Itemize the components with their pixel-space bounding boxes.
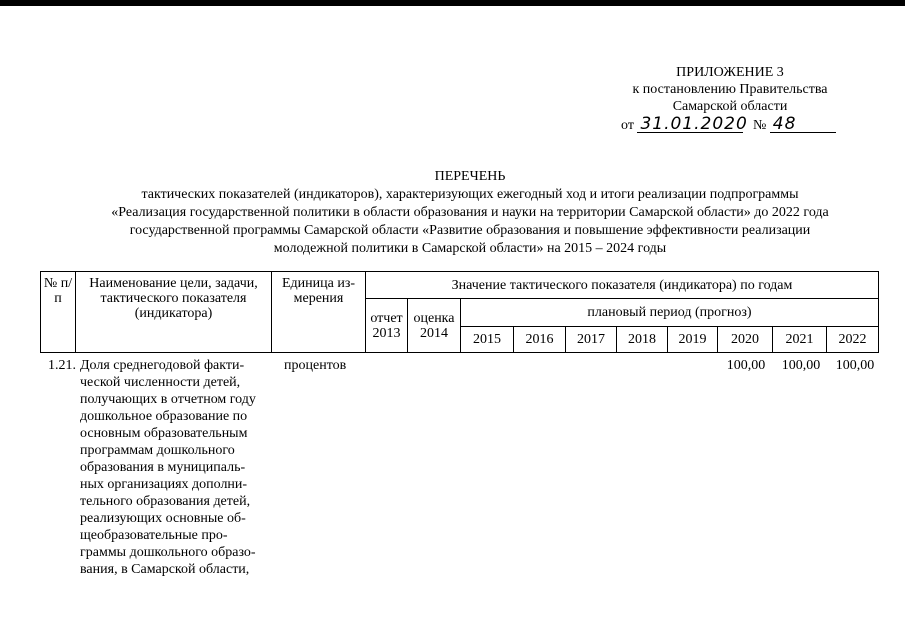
- row-name-line: щеобразовательные про-: [80, 528, 228, 543]
- row-name-line: реализующих основные об-: [80, 511, 246, 526]
- heading-line-3: государственной программы Самарской области «Развитие образования и повышение эффективности реализации: [129, 223, 811, 238]
- header-values: Значение тактического показателя (индикатора) по годам: [366, 272, 879, 299]
- header-unit: Единица из-мерения: [272, 272, 366, 353]
- top-border: [0, 0, 905, 6]
- decree-number: 48: [770, 116, 836, 133]
- row-name-line: граммы дошкольного образо-: [80, 545, 256, 560]
- heading-line-4: молодежной политики в Самарской области» на 2015 – 2024 годы: [273, 241, 667, 256]
- row-name-line: основным образовательным: [80, 426, 248, 441]
- row-unit: процентов: [284, 358, 347, 373]
- heading-line-2: «Реализация государственной политики в области образования и науки на территории Самарской области» до 2022 года: [111, 205, 829, 220]
- row-name-line: программам дошкольного: [80, 443, 235, 458]
- row-value-2020: 100,00: [726, 358, 766, 373]
- header-year: 2020: [718, 327, 773, 353]
- row-name-line: получающих в отчетном году: [80, 392, 256, 407]
- document-heading: [40, 168, 900, 258]
- appendix-title: ПРИЛОЖЕНИЕ 3: [676, 65, 784, 80]
- row-name-line: Доля среднегодовой факти-: [80, 358, 245, 373]
- row-name-line: ных организациях дополни-: [80, 477, 248, 492]
- header-report-2013: отчет 2013: [366, 299, 408, 353]
- row-name-line: ческой численности детей,: [80, 375, 241, 390]
- header-estimate-2014: оценка 2014: [408, 299, 461, 353]
- row-name-line: образования в муниципаль-: [80, 460, 246, 475]
- row-name: [80, 357, 276, 578]
- header-num: № п/п: [41, 272, 76, 353]
- header-year: 2019: [668, 327, 718, 353]
- header-year: 2018: [617, 327, 668, 353]
- decree-date-line: [621, 116, 836, 134]
- header-year: 2021: [773, 327, 827, 353]
- header-year: 2022: [827, 327, 879, 353]
- row-name-line: дошкольное образование по: [80, 409, 248, 424]
- header-year: 2017: [566, 327, 617, 353]
- header-plan-period: плановый период (прогноз): [461, 299, 879, 327]
- row-name-line: тельного образования детей,: [80, 494, 251, 509]
- header-year: 2015: [461, 327, 514, 353]
- row-number: 1.21.: [48, 358, 76, 373]
- header-name: Наименование цели, задачи, тактического показателя (индикатора): [76, 272, 272, 353]
- appendix-block: [600, 64, 860, 115]
- appendix-line-2: к постановлению Правительства: [632, 82, 828, 97]
- appendix-line-3: Самарской области: [672, 99, 788, 114]
- heading-line-1: тактических показателей (индикаторов), характеризующих ежегодный ход и итоги реализации подпрограммы: [141, 187, 799, 202]
- row-value-2021: 100,00: [781, 358, 821, 373]
- decree-date: 31.01.2020: [637, 116, 743, 133]
- row-value-2022: 100,00: [835, 358, 875, 373]
- number-prefix: №: [752, 118, 767, 133]
- date-prefix: от: [621, 118, 634, 133]
- heading-title: ПЕРЕЧЕНЬ: [434, 169, 506, 184]
- header-year: 2016: [514, 327, 566, 353]
- row-name-line: вания, в Самарской области,: [80, 562, 250, 577]
- indicator-table: [40, 271, 879, 353]
